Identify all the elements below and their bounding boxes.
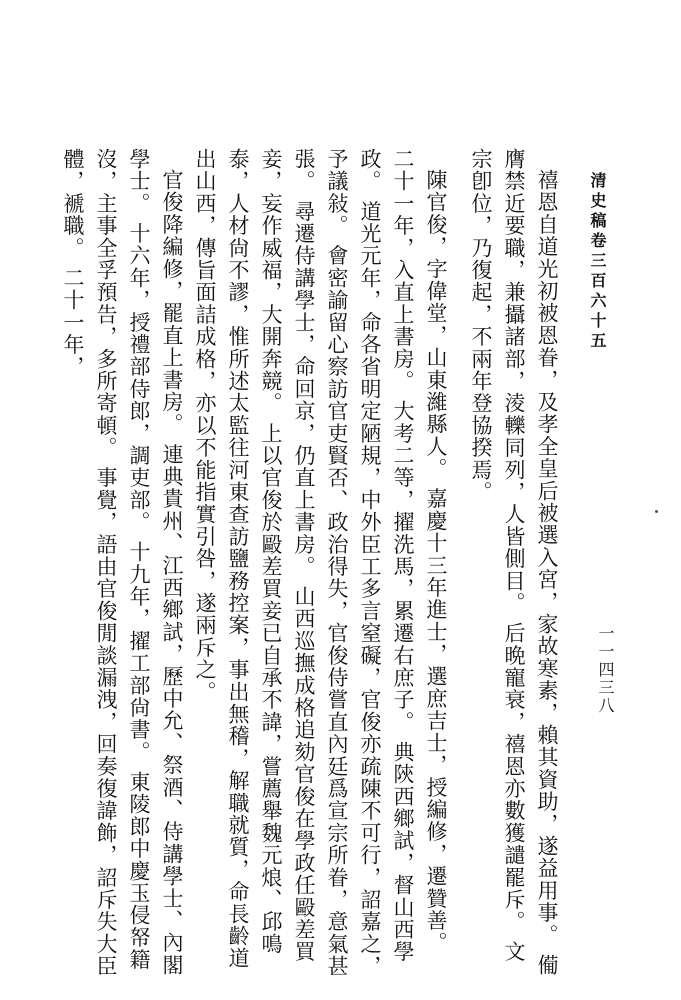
paragraph-chen-guanjun-bio: 陳官俊，字偉堂，山東濰縣人。 嘉慶十三年進士，選庶吉士，授編修，遷贊善。 二十一年，入直上書房。 大考二等，擢洗馬，累遷右庶子。 典陝西鄉試，督山西學政。 道光元年，命各省明定陋規，中外臣工多言窒礙，官俊亦疏陳不可行，詔嘉之，予議敍。 會密諭留心察訪官吏賢否、政治得失，官俊侍嘗直內廷爲宣宗所眷，意氣甚張。 尋遷侍講學士，命回京，仍直上書房。 山西巡撫成格追劾官俊在學政任毆差買妾，妄作威福，大開奔競。 上以官俊於毆差買妾已自承不諱，嘗薦舉魏元烺、邱鳴泰，人材尙不謬，惟所述太監往河東查訪鹽務控案，事出無稽，解職就質，命長齡道出山西，傳旨面詰成格，亦以不能指實引咎，遂兩斥之。 — [193, 148, 448, 978]
scan-speck — [655, 510, 658, 513]
paragraph-chen-guanjun-career: 官俊降編修，罷直上書房。 連典貴州、江西鄉試，歷中允、祭酒、侍講學士、內閣學士。 十六年，授禮部侍郎，調吏部。 十九年，擢工部尙書。 東陵郎中慶玉侵帑籍沒，主事全孚預告，多所寄頓。 事覺，語由官俊閒談漏洩，回奏復諱飾，詔斥失大臣體，褫職。 二十一年， — [61, 148, 184, 978]
book-title: 清史稿卷三百六十五 — [588, 172, 607, 352]
main-text-body — [56, 148, 563, 978]
paragraph-xi-en: 禧恩自道光初被恩眷，及孝全皇后被選入宮，家故寒素，賴其資助，遂益用事。 僃膺禁近要職，兼攝諸部，淩轢同列，人皆側目。 后晩寵衰，禧恩亦數獲譴罷斥。 文宗卽位，乃復起，不兩年登協揆焉。 — [469, 148, 559, 977]
page-number: 一一四三八 — [596, 625, 615, 715]
